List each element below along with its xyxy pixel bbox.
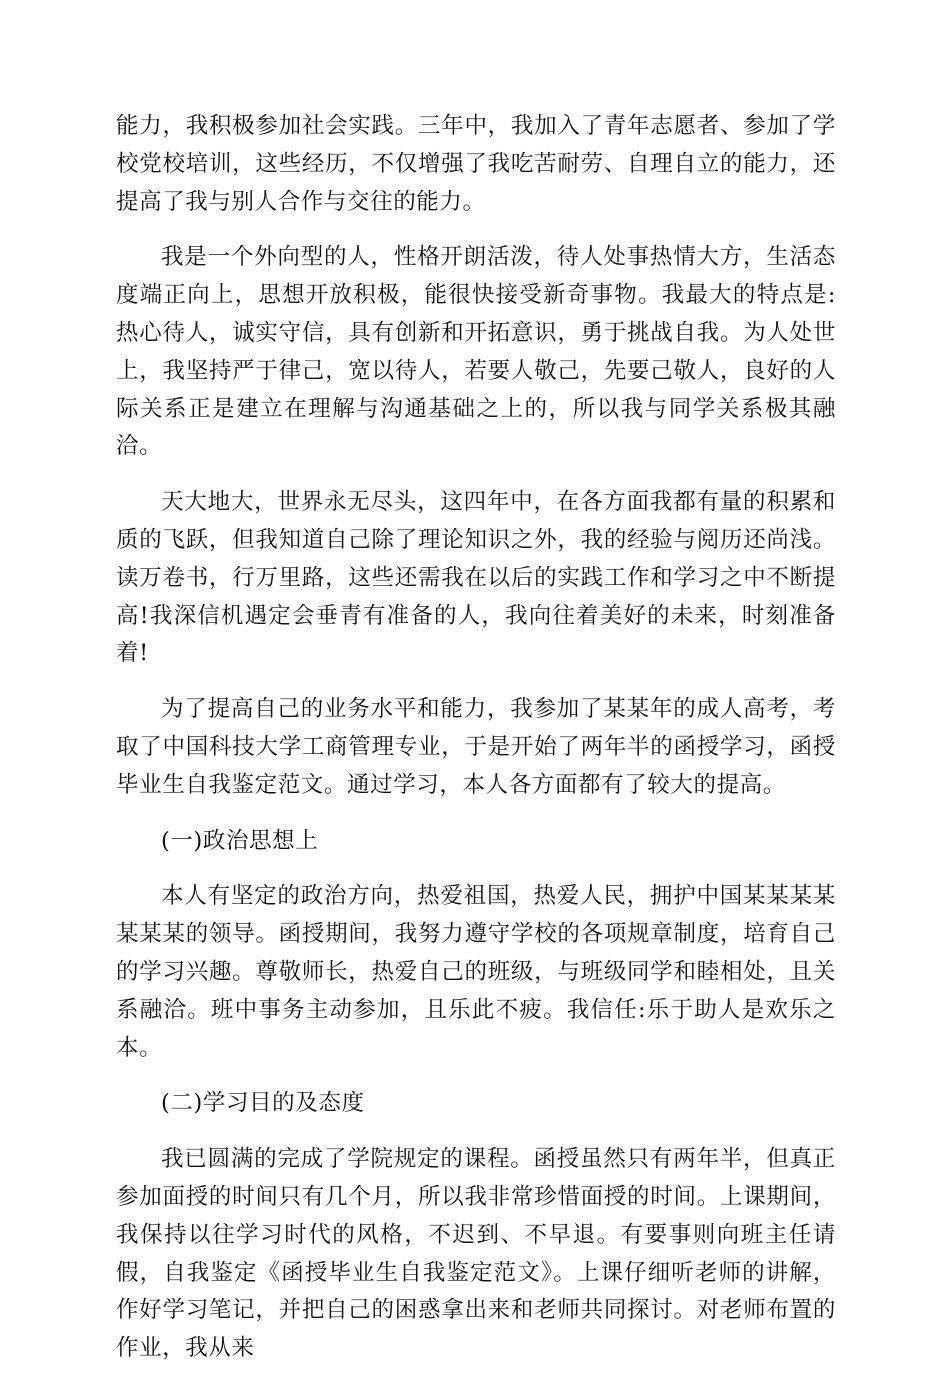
section-heading-political: (一)政治思想上 bbox=[161, 827, 319, 854]
document-body bbox=[116, 108, 836, 1386]
paragraph-2: 我是一个外向型的人，性格开朗活泼，待人处事热情大方，生活态度端正向上，思想开放积极，能很快接受新奇事物。我最大的特点是:热心待人，诚实守信，具有创新和开拓意识，勇于挑战自我。为人处世上，我坚持严于律己，宽以待人，若要人敬己，先要己敬人，良好的人际关系正是建立在理解与沟通基础之上的，所以我与同学关系极其融洽。 bbox=[116, 244, 836, 460]
paragraph-6: 我已圆满的完成了学院规定的课程。函授虽然只有两年半，但真正参加面授的时间只有几个月，所以我非常珍惜面授的时间。上课期间，我保持以往学习时代的风格，不迟到、不早退。有要事则向班主任请假，自我鉴定《函授毕业生自我鉴定范文》。上课仔细听老师的讲解，作好学习笔记，并把自己的困惑拿出来和老师共同探讨。对老师布置的作业，我从来 bbox=[116, 1146, 836, 1362]
section-heading-study: (二)学习目的及态度 bbox=[161, 1090, 365, 1117]
paragraph-4: 为了提高自己的业务水平和能力，我参加了某某年的成人高考，考取了中国科技大学工商管理专业，于是开始了两年半的函授学习，函授毕业生自我鉴定范文。通过学习，本人各方面都有了较大的提高。 bbox=[116, 696, 836, 798]
paragraph-5: 本人有坚定的政治方向，热爱祖国，热爱人民，拥护中国某某某某某某某的领导。函授期间，我努力遵守学校的各项规章制度，培育自己的学习兴趣。尊敬师长，热爱自己的班级，与班级同学和睦相处，且关系融洽。班中事务主动参加，且乐此不疲。我信任:乐于助人是欢乐之本。 bbox=[116, 883, 836, 1061]
paragraph-1: 能力，我积极参加社会实践。三年中，我加入了青年志愿者、参加了学校党校培训，这些经历，不仅增强了我吃苦耐劳、自理自立的能力，还提高了我与别人合作与交往的能力。 bbox=[116, 113, 836, 215]
paragraph-3: 天大地大，世界永无尽头，这四年中，在各方面我都有量的积累和质的飞跃，但我知道自己除了理论知识之外，我的经验与阅历还尚浅。读万卷书，行万里路，这些还需我在以后的实践工作和学习之中不断提高!我深信机遇定会垂青有准备的人，我向往着美好的未来，时刻准备着! bbox=[116, 489, 836, 667]
